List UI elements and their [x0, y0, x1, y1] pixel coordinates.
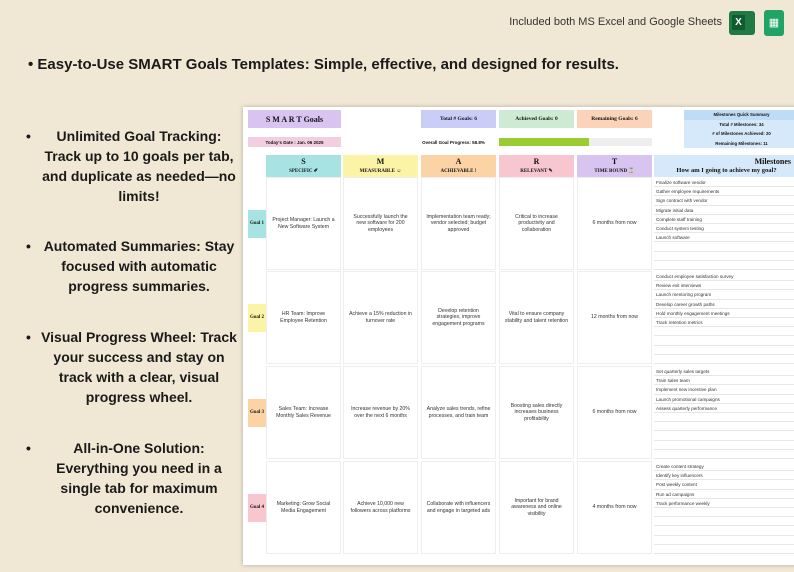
goal-cell-specific[interactable]: Project Manager: Launch a New Software System	[266, 177, 341, 270]
total-goals: Total # Goals: 6	[421, 110, 496, 128]
goal-cell-measurable[interactable]: Increase revenue by 20% over the next 6 months	[343, 366, 418, 459]
headline: • Easy-to-Use SMART Goals Templates: Simple, effective, and designed for results.	[28, 56, 619, 73]
goal-cell-relevant[interactable]: Boosting sales directly increases business profitability	[499, 366, 574, 459]
milestone-item[interactable]: Review exit interviews	[654, 281, 794, 290]
milestone-item[interactable]: Finalize software vendor	[654, 178, 794, 187]
milestone-item[interactable]	[654, 336, 794, 345]
milestone-item[interactable]: Conduct system testing	[654, 224, 794, 233]
column-header-relevant: R RELEVANT ✎	[499, 155, 574, 177]
goal-cell-time-bound[interactable]: 6 months from now	[577, 177, 652, 270]
milestone-item[interactable]	[654, 450, 794, 459]
feature-goal-tracking: • Unlimited Goal Tracking: Track up to 10 goals per tab, and duplicate as needed—no limits!	[26, 126, 238, 206]
milestone-item[interactable]: Train sales team	[654, 376, 794, 385]
goal-label: Goal 1	[248, 210, 266, 238]
milestone-item[interactable]: Sign contract with vendor	[654, 196, 794, 205]
goal-cell-relevant[interactable]: Critical to increase productivity and collaboration	[499, 177, 574, 270]
todays-date: Today's Date : Jan. 06 2025	[248, 137, 341, 147]
remaining-goals: Remaining Goals: 6	[577, 110, 652, 128]
milestone-item[interactable]	[654, 517, 794, 526]
milestone-item[interactable]: Create content strategy	[654, 462, 794, 471]
milestones-subtitle: How am I going to achieve my goal?	[676, 167, 777, 174]
milestone-item[interactable]: Track retention metrics	[654, 318, 794, 327]
milestones-list	[654, 462, 794, 554]
milestone-item[interactable]	[654, 242, 794, 251]
milestone-item[interactable]: Hold monthly engagement meetings	[654, 309, 794, 318]
google-sheets-icon: ▦	[764, 10, 784, 36]
milestone-item[interactable]: Launch mentoring program	[654, 290, 794, 299]
milestone-item[interactable]	[654, 413, 794, 422]
achieved-goals: Achieved Goals: 0	[499, 110, 574, 128]
milestone-item[interactable]	[654, 355, 794, 364]
goal-cell-measurable[interactable]: Achieve 10,000 new followers across platforms	[343, 461, 418, 554]
feature-progress-wheel: • Visual Progress Wheel: Track your success and stay on track with a clear, visual progress wheel.	[26, 327, 238, 407]
milestones-summary	[684, 110, 794, 148]
goal-cell-time-bound[interactable]: 6 months from now	[577, 366, 652, 459]
progress-label: Overall Goal Progress: 58.8%	[422, 139, 485, 145]
milestones-list	[654, 272, 794, 364]
column-header-time-bound: T TIME BOUND ⌛	[577, 155, 652, 177]
goal-cell-achievable[interactable]: Develop retention strategies, improve engagement programs	[421, 271, 496, 364]
milestone-item[interactable]	[654, 536, 794, 545]
goal-cell-time-bound[interactable]: 4 months from now	[577, 461, 652, 554]
milestone-item[interactable]: Implement new incentive plan	[654, 385, 794, 394]
goal-cell-measurable[interactable]: Successfully launch the new software for 200 employees	[343, 177, 418, 270]
milestone-item[interactable]	[654, 346, 794, 355]
milestone-item[interactable]: Develop career growth paths	[654, 300, 794, 309]
milestone-item[interactable]: Complete staff training	[654, 215, 794, 224]
milestone-item[interactable]	[654, 441, 794, 450]
spreadsheet	[243, 107, 794, 565]
milestone-item[interactable]: Run ad campaigns	[654, 490, 794, 499]
milestone-item[interactable]: Post weekly content	[654, 480, 794, 489]
milestones-title: Milestones	[754, 157, 791, 166]
milestone-item[interactable]: Gather employee requirements	[654, 187, 794, 196]
milestones-list	[654, 367, 794, 459]
column-header-achievable: A ACHIEVABLE !	[421, 155, 496, 177]
goal-cell-specific[interactable]: HR Team: Improve Employee Retention	[266, 271, 341, 364]
goal-cell-achievable[interactable]: Analyze sales trends, refine processes, and train team	[421, 366, 496, 459]
goal-label: Goal 2	[248, 304, 266, 332]
summary-remaining: Remaining Milestones: 11	[715, 140, 768, 146]
goal-label: Goal 4	[248, 494, 266, 522]
milestone-item[interactable]	[654, 327, 794, 336]
milestone-item[interactable]: Launch software	[654, 233, 794, 242]
goal-label: Goal 3	[248, 399, 266, 427]
goal-cell-time-bound[interactable]: 12 months from now	[577, 271, 652, 364]
column-header-measurable: M MEASURABLE ☺	[343, 155, 418, 177]
milestones-header	[654, 155, 794, 177]
milestone-item[interactable]	[654, 545, 794, 554]
goal-cell-relevant[interactable]: Vital to ensure company stability and talent retention	[499, 271, 574, 364]
milestone-item[interactable]: Conduct employee satisfaction survey	[654, 272, 794, 281]
goal-cell-relevant[interactable]: Important for brand awareness and online visibility	[499, 461, 574, 554]
progress-bar	[499, 138, 652, 146]
milestone-item[interactable]	[654, 422, 794, 431]
sheet-title: S M A R T Goals	[248, 110, 341, 128]
progress-bar-fill	[499, 138, 589, 146]
feature-all-in-one: • All-in-One Solution: Everything you need in a single tab for maximum convenience.	[26, 438, 238, 518]
goal-cell-specific[interactable]: Marketing: Grow Social Media Engagement	[266, 461, 341, 554]
milestone-item[interactable]: Identify key influencers	[654, 471, 794, 480]
goal-cell-achievable[interactable]: Implementation team ready; vendor selected; budget approved	[421, 177, 496, 270]
milestone-item[interactable]	[654, 508, 794, 517]
milestone-item[interactable]: Track performance weekly	[654, 499, 794, 508]
included-note: Included both MS Excel and Google Sheets	[509, 16, 722, 28]
milestones-list	[654, 178, 794, 270]
milestone-item[interactable]: Launch promotional campaigns	[654, 395, 794, 404]
milestone-item[interactable]	[654, 526, 794, 535]
milestone-item[interactable]	[654, 431, 794, 440]
summary-title: Milestones Quick Summary	[684, 110, 794, 120]
column-header-specific: S SPECIFIC ✐	[266, 155, 341, 177]
milestone-item[interactable]: Assess quarterly performance	[654, 404, 794, 413]
feature-summaries: • Automated Summaries: Stay focused with automatic progress summaries.	[26, 236, 238, 296]
milestone-item[interactable]: Set quarterly sales targets	[654, 367, 794, 376]
summary-achieved: # of Milestones Achieved: 20	[712, 131, 771, 136]
milestone-item[interactable]	[654, 252, 794, 261]
goal-cell-specific[interactable]: Sales Team: Increase Monthly Sales Revenue	[266, 366, 341, 459]
goal-cell-achievable[interactable]: Collaborate with influencers and engage in targeted ads	[421, 461, 496, 554]
goal-cell-measurable[interactable]: Achieve a 15% reduction in turnover rate	[343, 271, 418, 364]
summary-total: Total # Milestones: 34	[719, 121, 764, 127]
excel-icon: X	[729, 11, 755, 35]
milestone-item[interactable]: Migrate initial data	[654, 206, 794, 215]
milestone-item[interactable]	[654, 261, 794, 270]
